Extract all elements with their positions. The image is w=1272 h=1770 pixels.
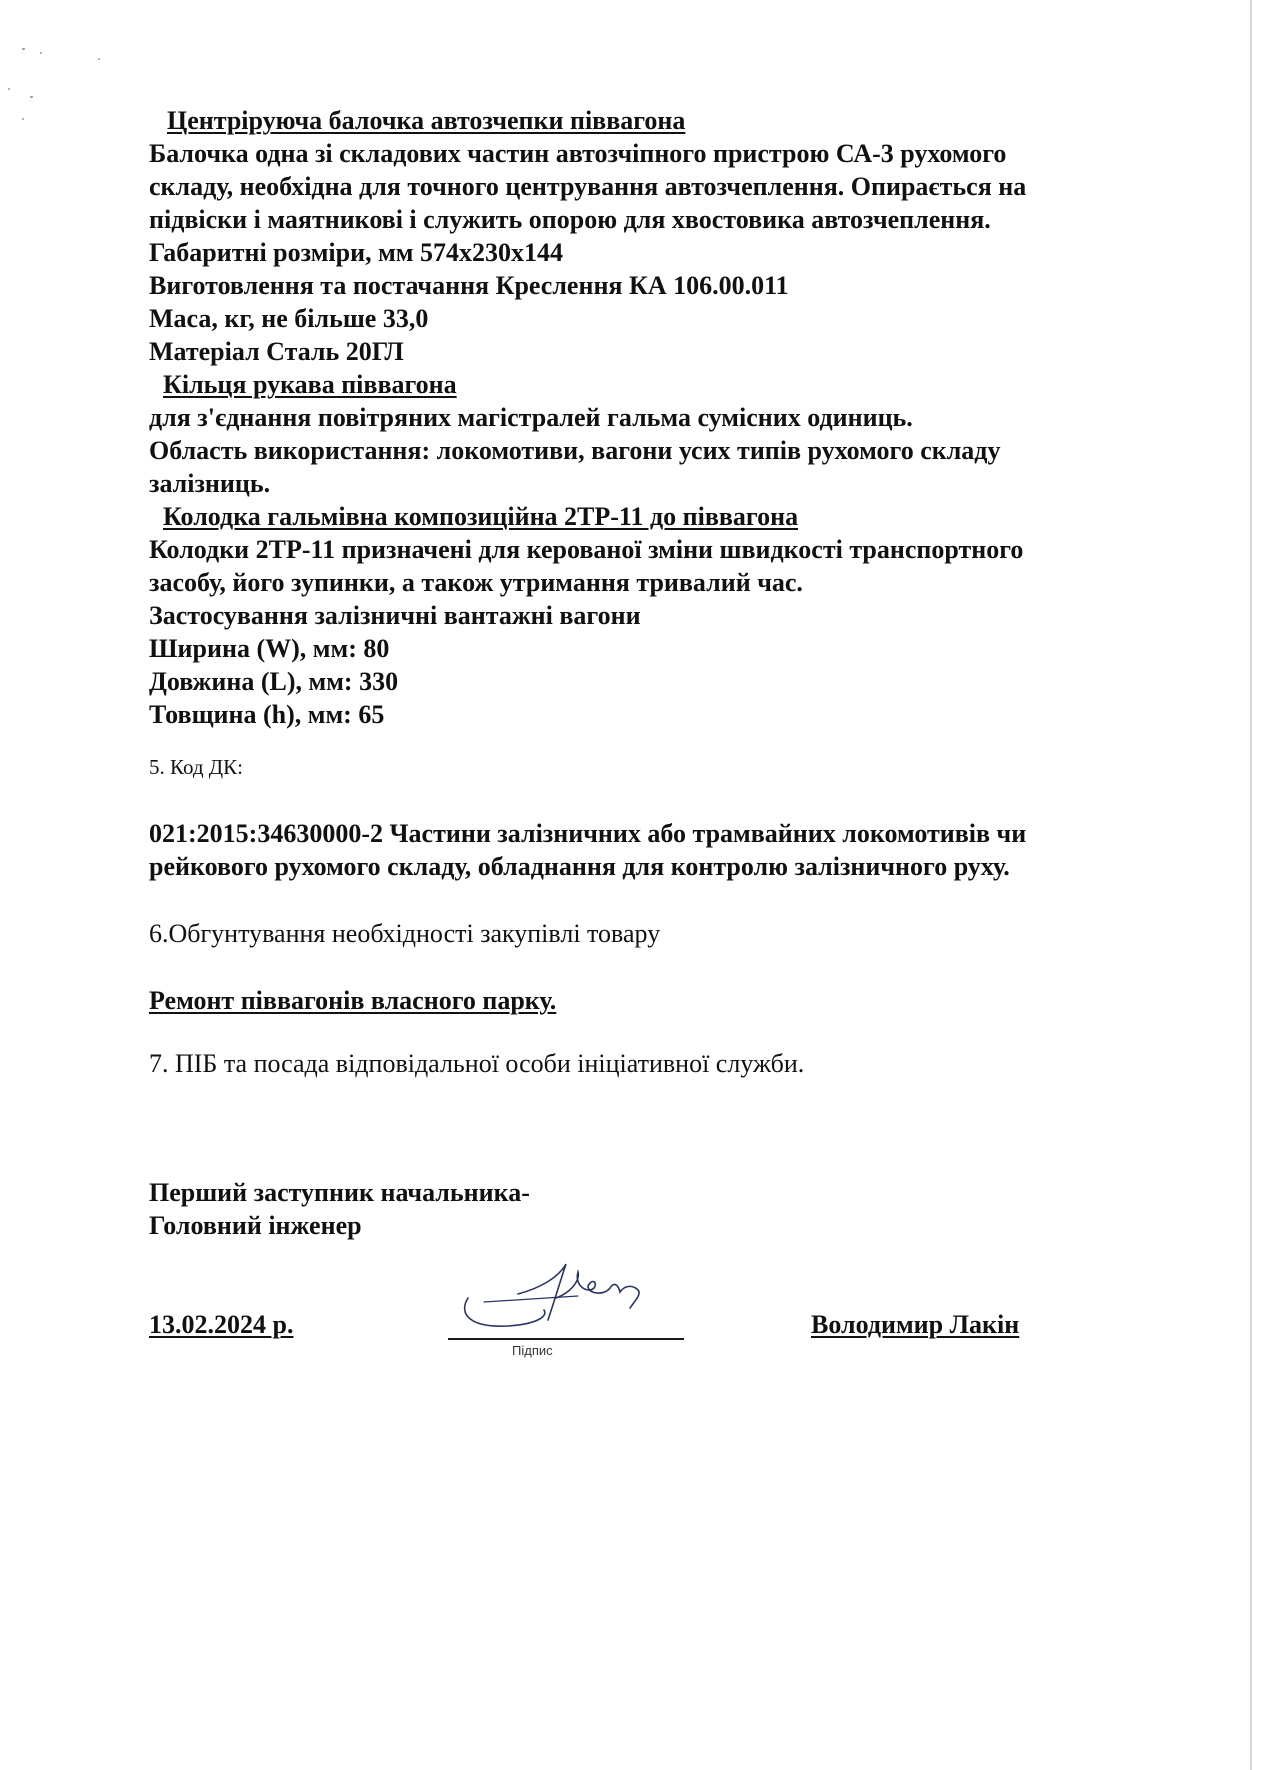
item5-value-line: рейкового рухомого складу, обладнання для контролю залізничного руху. [149, 852, 1010, 881]
signer-position-line1: Перший заступник начальника- [149, 1178, 530, 1207]
signer-position [149, 1176, 530, 1242]
signature-date: 13.02.2024 р. [149, 1310, 294, 1339]
section-line: Габаритні розміри, мм 574x230x144 [149, 238, 564, 267]
section-heading-brake-shoe: Колодка гальмівна композиційна 2ТР-11 до піввагона [163, 502, 799, 531]
section-line: Область використання: локомотиви, вагони усих типів рухомого складу [149, 436, 1001, 465]
section-line: засобу, його зупинки, а також утримання тривалий час. [149, 568, 803, 597]
section-line: підвіски і маятникові і служить опорою для хвостовика автозчеплення. [149, 205, 991, 234]
item5-label: 5. Код ДК: [149, 755, 243, 779]
item5-value-line: 021:2015:34630000-2 Частини залізничних або трамвайних локомотивів чи [149, 819, 1027, 848]
signature-block [448, 1258, 684, 1358]
section-line: Ширина (W), мм: 80 [149, 634, 390, 663]
signer-position-line2: Головний інженер [149, 1211, 362, 1240]
scan-edge [1250, 0, 1252, 1770]
section-line: для з'єднання повітряних магістралей гальма сумісних одиниць. [149, 403, 913, 432]
item7-label: 7. ПІБ та посада відповідальної особи ініціативної служби. [149, 1049, 805, 1078]
section-line: Товщина (h), мм: 65 [149, 700, 385, 729]
section-line: Виготовлення та постачання Креслення КА 106.00.011 [149, 271, 789, 300]
section-line: Довжина (L), мм: 330 [149, 667, 399, 696]
section-line: Матеріал Сталь 20ГЛ [149, 337, 404, 366]
section-heading-hose-rings: Кільця рукава піввагона [163, 370, 457, 399]
signature-caption: Підпис [512, 1343, 553, 1358]
section-line: Застосування залізничні вантажні вагони [149, 601, 641, 630]
section-heading-centering-beam: Центріруюча балочка автозчепки піввагона [167, 106, 686, 135]
section-line: Маса, кг, не більше 33,0 [149, 304, 429, 333]
document-body [149, 104, 1159, 1080]
signer-name: Володимир Лакін [811, 1310, 1020, 1339]
handwritten-signature [448, 1258, 684, 1338]
section-line: Колодки 2ТР-11 призначені для керованої зміни швидкості транспортного [149, 535, 1024, 564]
item6-value: Ремонт піввагонів власного парку. [149, 986, 557, 1015]
signature-line [448, 1338, 684, 1340]
item6-label: 6.Обгунтування необхідності закупівлі товару [149, 919, 661, 948]
section-line: залізниць. [149, 469, 271, 498]
section-line: складу, необхідна для точного центрування автозчеплення. Опирається на [149, 172, 1027, 201]
section-line: Балочка одна зі складових частин автозчіпного пристрою СА-3 рухомого [149, 139, 1007, 168]
